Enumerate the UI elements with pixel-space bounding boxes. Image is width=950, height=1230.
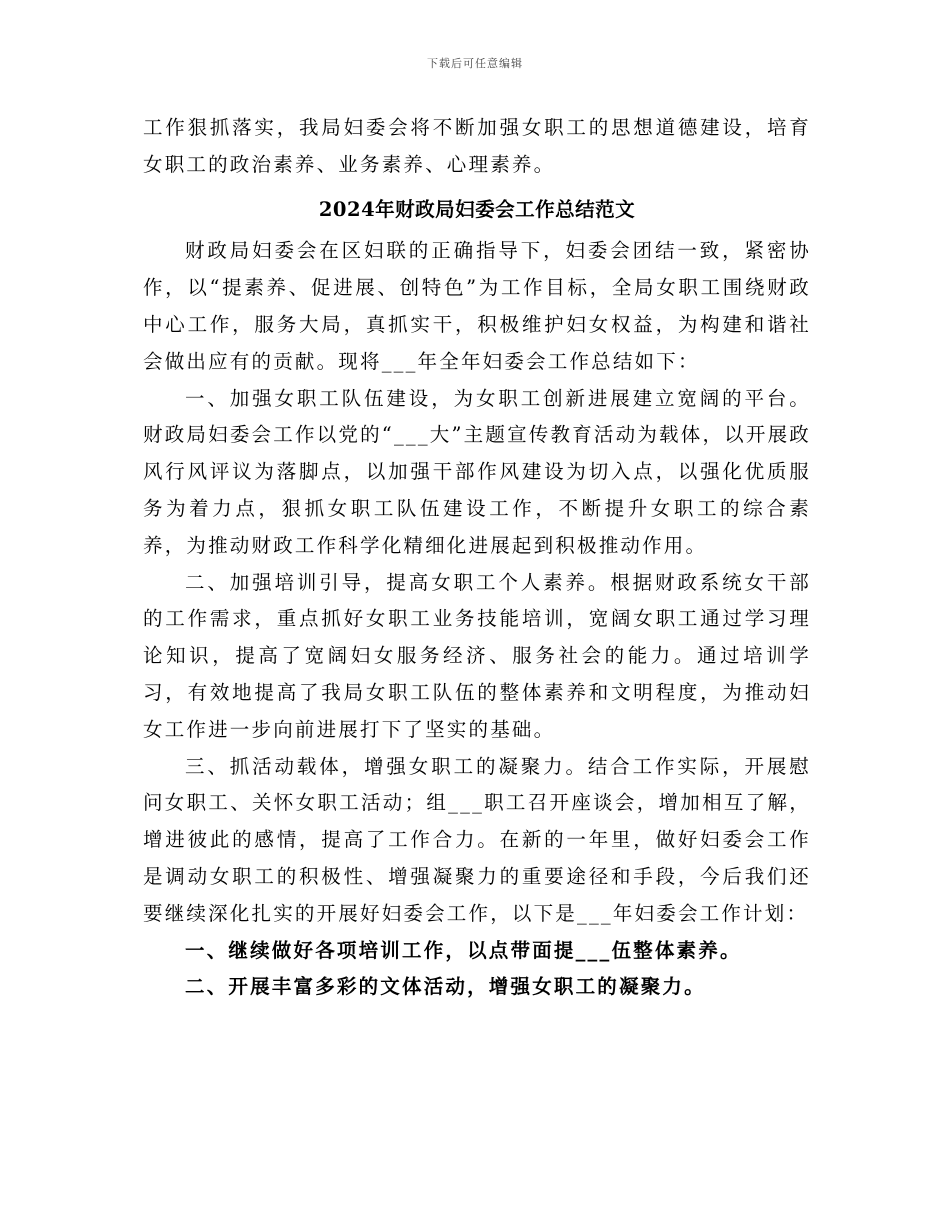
plan-item-1: 一、继续做好各项培训工作，以点带面提___伍整体素养。 (185, 938, 742, 962)
plan-item-2: 二、开展丰富多彩的文体活动，增强女职工的凝聚力。 (185, 975, 706, 999)
intro-paragraph: 工作狠抓落实，我局妇委会将不断加强女职工的思想道德建设，培育女职工的政治素养、业务素养、心理素养。 (143, 116, 811, 176)
document-body (143, 110, 811, 1006)
body-paragraph-4: 三、抓活动载体，增强女职工的凝聚力。结合工作实际，开展慰问女职工、关怀女职工活动；组___职工召开座谈会，增加相互了解，增进彼此的感情，提高了工作合力。在新的一年里，做好妇委会工作是调动女职工的积极性、增强凝聚力的重要途径和手段，今后我们还要继续深化扎实的开展好妇委会工作，以下是___年妇委会工作计划： (143, 754, 811, 925)
body-paragraph-3: 二、加强培训引导，提高女职工个人素养。根据财政系统女干部的工作需求，重点抓好女职工业务技能培训，宽阔女职工通过学习理论知识，提高了宽阔妇女服务经济、服务社会的能力。通过培训学习，有效地提高了我局女职工队伍的整体素养和文明程度，为推动妇女工作进一步向前进展打下了坚实的基础。 (143, 570, 811, 741)
document-title: 2024年财政局妇委会工作总结范文 (318, 197, 636, 221)
body-paragraph-2: 一、加强女职工队伍建设，为女职工创新进展建立宽阔的平台。财政局妇委会工作以党的“___大”主题宣传教育活动为载体，以开展政风行风评议为落脚点，以加强干部作风建设为切入点，以强化优质服务为着力点，狠抓女职工队伍建设工作，不断提升女职工的综合素养，为推动财政工作科学化精细化进展起到积极推动作用。 (143, 386, 811, 557)
body-paragraph-1: 财政局妇委会在区妇联的正确指导下，妇委会团结一致，紧密协作，以“提素养、促进展、创特色”为工作目标，全局女职工围绕财政中心工作，服务大局，真抓实干，积极维护妇女权益，为构建和谐社会做出应有的贡献。现将___年全年妇委会工作总结如下： (143, 239, 811, 373)
page-header: 下载后可任意编辑 (427, 57, 523, 70)
